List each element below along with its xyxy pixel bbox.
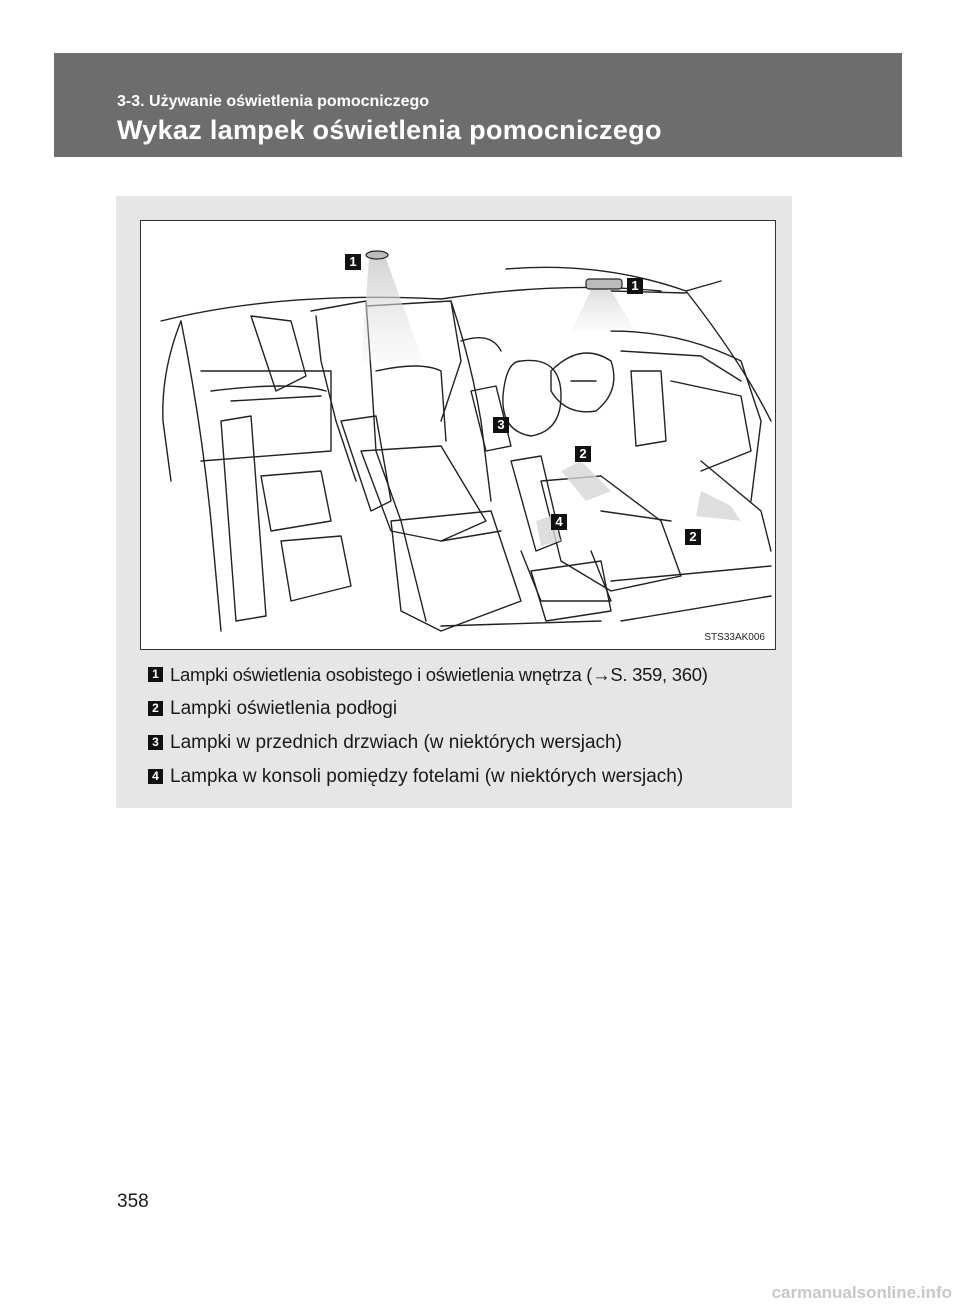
legend-item	[148, 760, 788, 794]
figure-code: STS33AK006	[704, 632, 765, 643]
legend-item	[148, 726, 788, 760]
legend-number: 1	[148, 667, 163, 682]
page-title: Wykaz lampek oświetlenia pomocniczego	[117, 115, 662, 145]
car-interior-illustration	[140, 220, 776, 650]
callout-badge-3: 3	[493, 417, 509, 433]
callout-badge-1-dome: 1	[345, 254, 361, 270]
legend-item	[148, 658, 788, 692]
car-interior-drawing	[141, 221, 775, 649]
callout-badge-4: 4	[551, 514, 567, 530]
legend-number: 4	[148, 769, 163, 784]
chapter-header	[54, 53, 902, 157]
legend-text: Lampka w konsoli pomiędzy fotelami (w niektórych wersjach)	[170, 766, 684, 787]
footer-watermark: carmanualsonline.info	[771, 1283, 952, 1302]
legend-text: Lampki w przednich drzwiach (w niektórych wersjach)	[170, 732, 622, 753]
callout-badge-2-left: 2	[575, 446, 591, 462]
section-title: 3-3. Używanie oświetlenia pomocniczego	[117, 93, 430, 110]
callout-badge-2-right: 2	[685, 529, 701, 545]
legend-item	[148, 692, 788, 726]
legend-number: 2	[148, 701, 163, 716]
legend-list	[148, 658, 788, 794]
page-number: 358	[117, 1191, 149, 1212]
callout-badge-1-front: 1	[627, 278, 643, 294]
legend-number: 3	[148, 735, 163, 750]
legend-text: Lampki oświetlenia osobistego i oświetlenia wnętrza (→S. 359, 360)	[170, 664, 708, 685]
legend-text: Lampki oświetlenia podłogi	[170, 698, 398, 719]
illustration-panel	[116, 196, 792, 808]
